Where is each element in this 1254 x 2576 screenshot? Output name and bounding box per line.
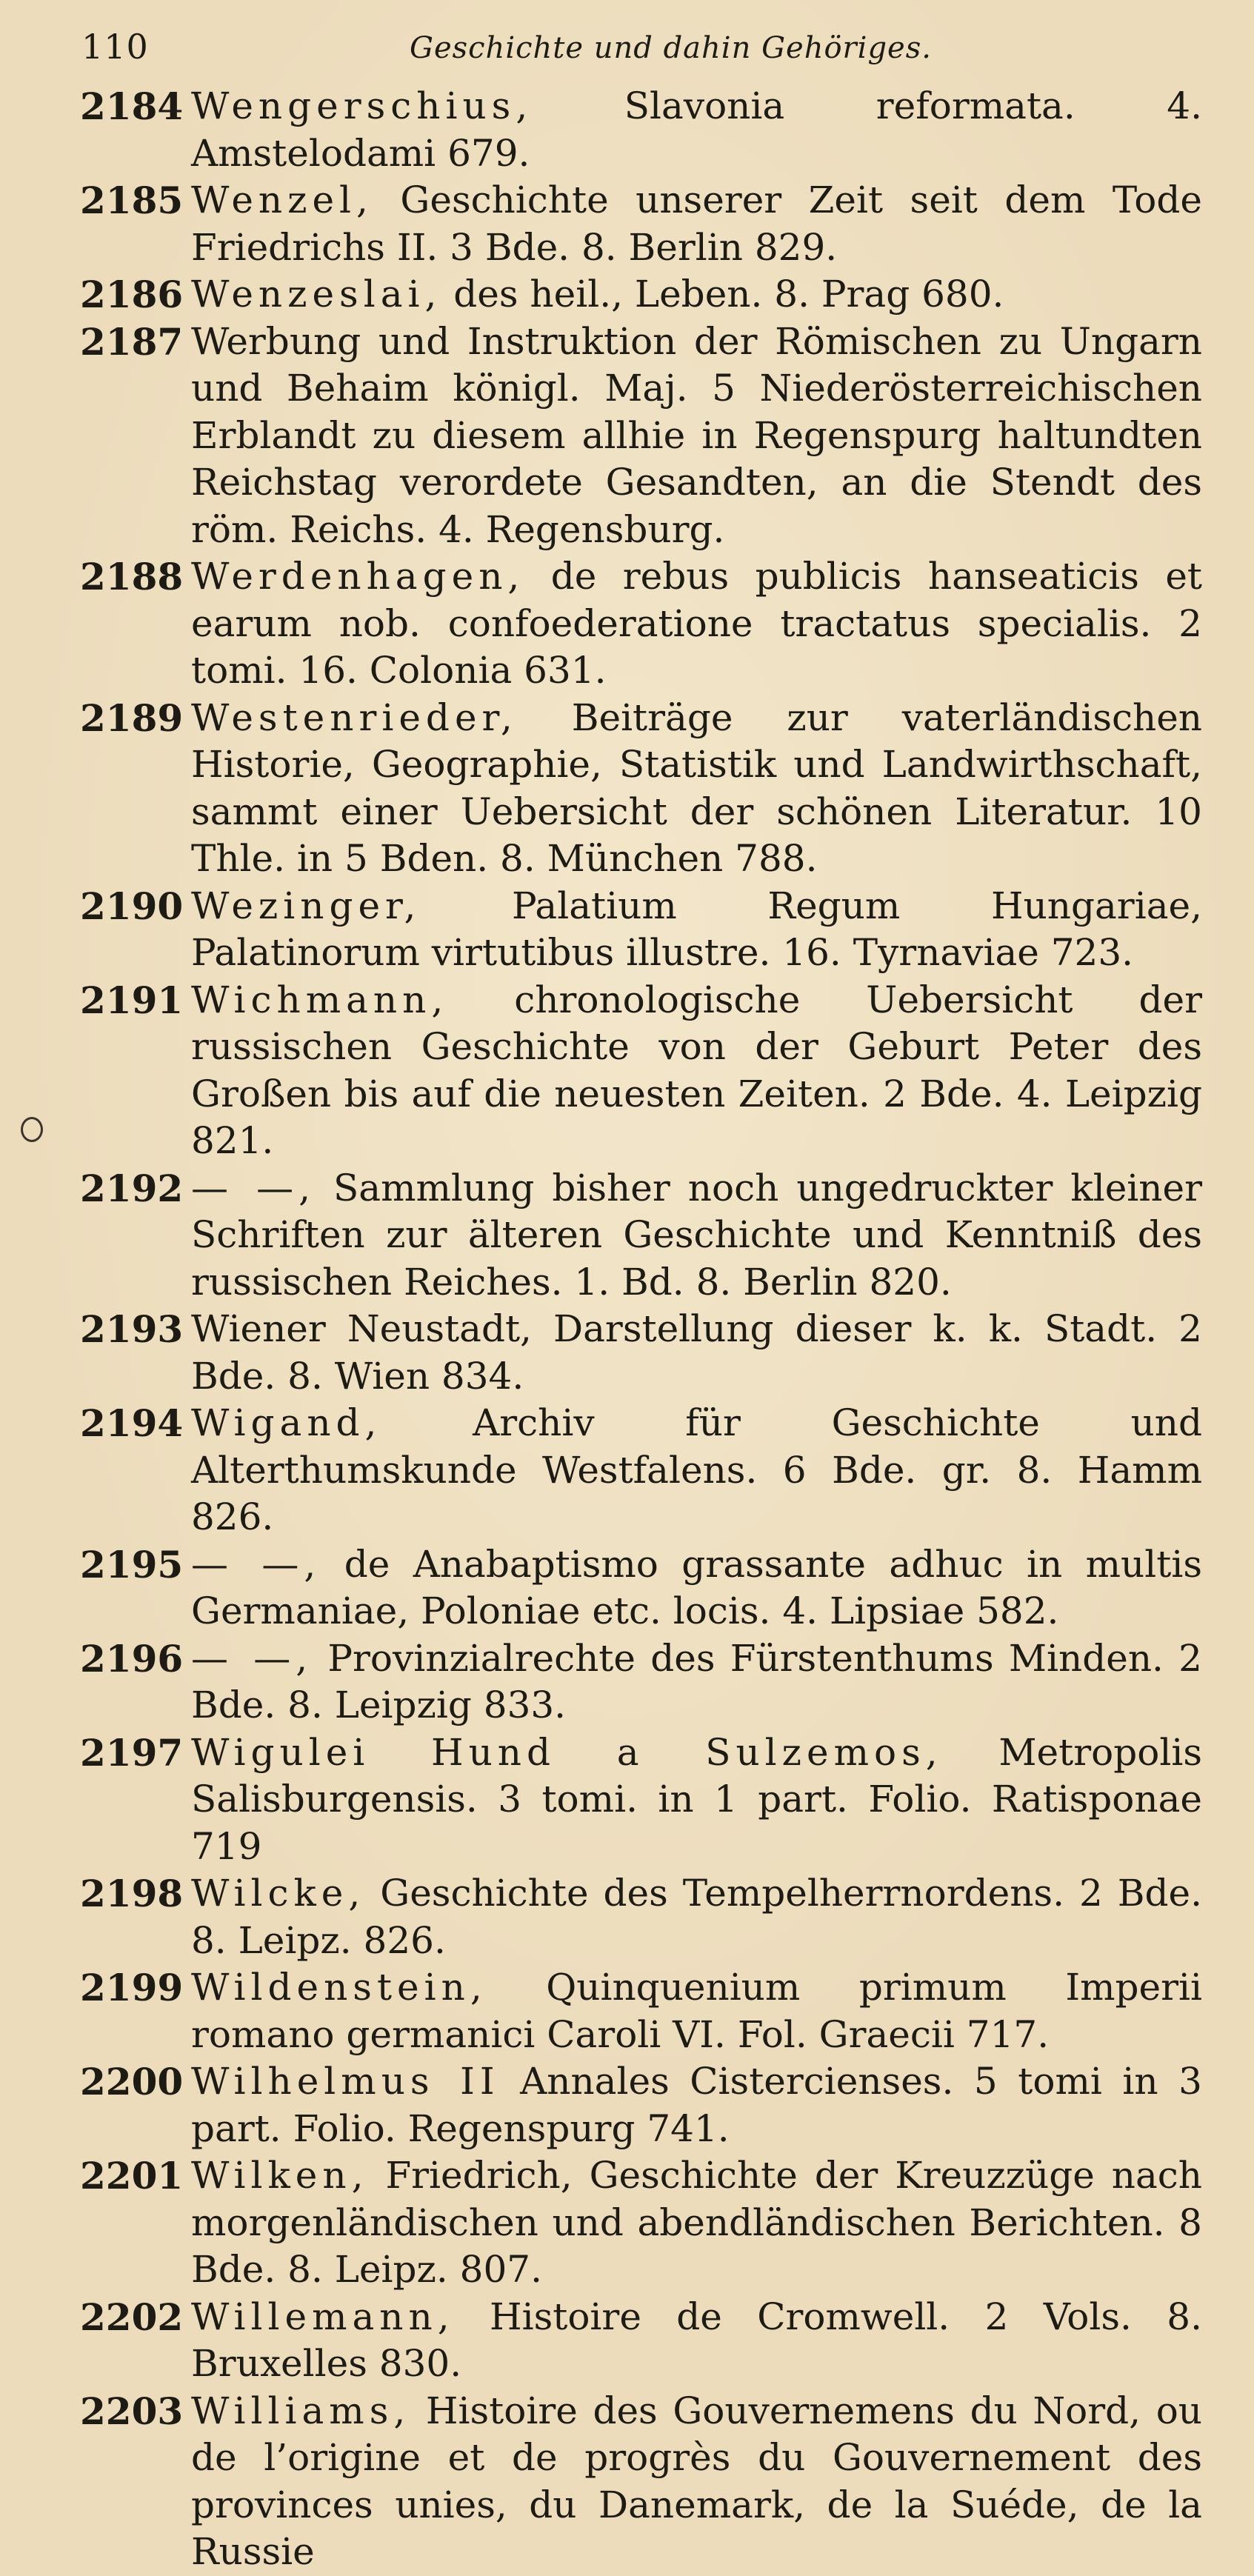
entry-number: 2203 — [80, 2389, 184, 2433]
entry-details: de Anabaptismo grassante adhuc in multis Germaniae, Poloniae etc. locis. 4. Lipsiae 582. — [191, 1542, 1202, 1632]
entry-author: — —, — [191, 1166, 316, 1209]
entry-author: — —, — [191, 1542, 321, 1586]
entry-author: Williams, — [191, 2389, 411, 2432]
entry-text — [191, 553, 1202, 695]
entry-author: Wilcke, — [191, 1872, 366, 1915]
entry-author: Wenzeslai, — [191, 273, 442, 316]
entry-details: Histoire de Cromwell. 2 Vols. 8. Bruxelles 830. — [191, 2295, 1202, 2385]
entry-details: des heil., Leben. 8. Prag 680. — [441, 273, 1004, 316]
entry-number: 2184 — [80, 84, 184, 128]
catalog-entry — [80, 977, 1202, 1165]
entry-text — [191, 1541, 1202, 1635]
entry-number: 2189 — [80, 695, 184, 740]
catalog-entry — [80, 1306, 1202, 1400]
entry-author: Wengerschius, — [191, 84, 533, 127]
entry-author: — —, — [191, 1636, 313, 1680]
catalog-entry — [80, 1729, 1202, 1871]
entry-details: de rebus publicis hanseaticis et earum nob. confoederatione tractatus specialis. 2 tomi. 16. Colonia 631. — [191, 555, 1202, 692]
entry-details: Sammlung bisher noch ungedruckter kleiner Schriften zur älteren Geschichte und Kenntniß des russischen Reiches. 1. Bd. 8. Berlin 820. — [191, 1166, 1202, 1304]
entry-number: 2198 — [80, 1872, 184, 1915]
entry-number: 2187 — [80, 319, 184, 364]
entry-number: 2192 — [80, 1166, 184, 1210]
entry-details: Archiv für Geschichte und Alterthumskunde Westfalens. 6 Bde. gr. 8. Hamm 826. — [191, 1401, 1202, 1538]
page-header — [80, 22, 1202, 74]
entry-text — [191, 2388, 1202, 2576]
catalog-entry — [80, 883, 1202, 977]
entry-details: Metropolis Salisburgensis. 3 tomi. in 1 part. Folio. Ratisponae 719 — [191, 1730, 1202, 1868]
entry-number: 2200 — [80, 2060, 184, 2103]
catalog-entry — [80, 1635, 1202, 1729]
catalog-entry — [80, 1400, 1202, 1541]
entry-number: 2190 — [80, 884, 184, 928]
catalog-entry — [80, 2058, 1202, 2152]
entry-author: Wilken, — [191, 2154, 369, 2197]
catalog-entry — [80, 83, 1202, 177]
catalog-entry — [80, 553, 1202, 695]
entry-number: 2196 — [80, 1636, 184, 1681]
entry-author: Wenzel, — [191, 178, 373, 221]
entry-text — [191, 695, 1202, 883]
entry-details: chronologische Uebersicht der russischen Geschichte von der Geburt Peter des Großen bis auf die neuesten Zeiten. 2 Bde. 4. Leipzig 821. — [191, 978, 1202, 1162]
entry-text — [191, 1729, 1202, 1871]
entry-text — [191, 1165, 1202, 1307]
entry-author: Wilhelmus II — [191, 2060, 500, 2103]
catalog-entry — [80, 695, 1202, 883]
entry-number: 2201 — [80, 2154, 184, 2198]
entry-text — [191, 1400, 1202, 1541]
entry-text — [191, 1870, 1202, 1964]
entry-text — [191, 83, 1202, 177]
catalog-entry — [80, 271, 1202, 318]
entry-text — [191, 271, 1202, 318]
entry-author: Wichmann, — [191, 978, 449, 1021]
entry-author: Willemann, — [191, 2295, 455, 2338]
entry-text — [191, 2058, 1202, 2152]
entry-number: 2185 — [80, 178, 184, 222]
entry-number: 2186 — [80, 273, 184, 316]
entry-details: Wiener Neustadt, Darstellung dieser k. k. Stadt. 2 Bde. 8. Wien 834. — [191, 1307, 1202, 1398]
catalog-entry — [80, 2152, 1202, 2294]
entry-author: Werdenhagen, — [191, 555, 525, 598]
catalog-entry — [80, 1541, 1202, 1635]
catalog-entry — [80, 2294, 1202, 2388]
entry-details: Beiträge zur vaterländischen Historie, Geographie, Statistik und Landwirthschaft, sammt einer Uebersicht der schönen Literatur. 10 Thle. in 5 Bden. 8. München 788. — [191, 695, 1202, 880]
entry-details: Quinquenium primum Imperii romano germanici Caroli VI. Fol. Graecii 717. — [191, 1966, 1202, 2056]
entry-text — [191, 2294, 1202, 2388]
page-number: 110 — [81, 27, 149, 67]
entry-author: Westenrieder, — [191, 695, 518, 739]
entry-details: Histoire des Gouvernemens du Nord, ou de l’origine et de progrès du Gouvernement des provinces unies, du Danemark, de la Suéde, de la Russie — [191, 2389, 1202, 2573]
catalog-entry — [80, 2388, 1202, 2576]
entry-details: Annales Cistercienses. 5 tomi in 3 part. Folio. Regenspurg 741. — [191, 2060, 1202, 2150]
entry-author: Wildenstein, — [191, 1966, 487, 2009]
catalog-entry — [80, 1870, 1202, 1964]
margin-circle-mark — [21, 1117, 43, 1142]
entry-text — [191, 2152, 1202, 2294]
entry-number: 2195 — [80, 1542, 184, 1586]
entry-text — [191, 318, 1202, 554]
catalog-entry — [80, 1165, 1202, 1307]
entry-number: 2193 — [80, 1307, 184, 1351]
entry-details: Werbung und Instruktion der Römischen zu Ungarn und Behaim königl. Maj. 5 Niederösterreichischen Erblandt zu diesem allhie in Regenspurg haltundten Reichstag verordete Gesandten, an die Stendt des röm. Reichs. 4. Regensburg. — [191, 319, 1202, 551]
entry-list — [80, 83, 1202, 2576]
catalog-entry — [80, 1964, 1202, 2058]
entry-number: 2194 — [80, 1401, 184, 1445]
entry-details: Provinzialrechte des Fürstenthums Minden. 2 Bde. 8. Leipzig 833. — [191, 1636, 1202, 1726]
entry-details: Friedrich, Geschichte der Kreuzzüge nach morgenländischen und abendländischen Berichten. 8 Bde. 8. Leipz. 807. — [191, 2154, 1202, 2291]
running-title: Geschichte und dahin Gehöriges. — [410, 31, 932, 65]
entry-number: 2191 — [80, 978, 184, 1022]
entry-text — [191, 883, 1202, 977]
catalog-entry — [80, 318, 1202, 554]
catalog-entry — [80, 177, 1202, 271]
entry-details: Geschichte des Tempelherrnordens. 2 Bde. 8. Leipz. 826. — [191, 1872, 1202, 1962]
entry-text — [191, 1635, 1202, 1729]
entry-text — [191, 1306, 1202, 1400]
entry-text — [191, 1964, 1202, 2058]
entry-number: 2188 — [80, 555, 184, 598]
entry-number: 2202 — [80, 2295, 184, 2339]
entry-details: Palatium Regum Hungariae, Palatinorum virtutibus illustre. 16. Tyrnaviae 723. — [191, 884, 1202, 974]
entry-author: Wigulei Hund a Sulzemos, — [191, 1730, 943, 1774]
entry-author: Wigand, — [191, 1401, 382, 1444]
entry-details: Geschichte unserer Zeit seit dem Tode Friedrichs II. 3 Bde. 8. Berlin 829. — [191, 178, 1202, 269]
entry-text — [191, 177, 1202, 271]
entry-details: Slavonia reformata. 4. Amstelodami 679. — [191, 84, 1202, 175]
entry-author: Wezinger, — [191, 884, 421, 927]
entry-number: 2197 — [80, 1730, 184, 1775]
entry-number: 2199 — [80, 1966, 184, 2009]
entry-text — [191, 977, 1202, 1165]
